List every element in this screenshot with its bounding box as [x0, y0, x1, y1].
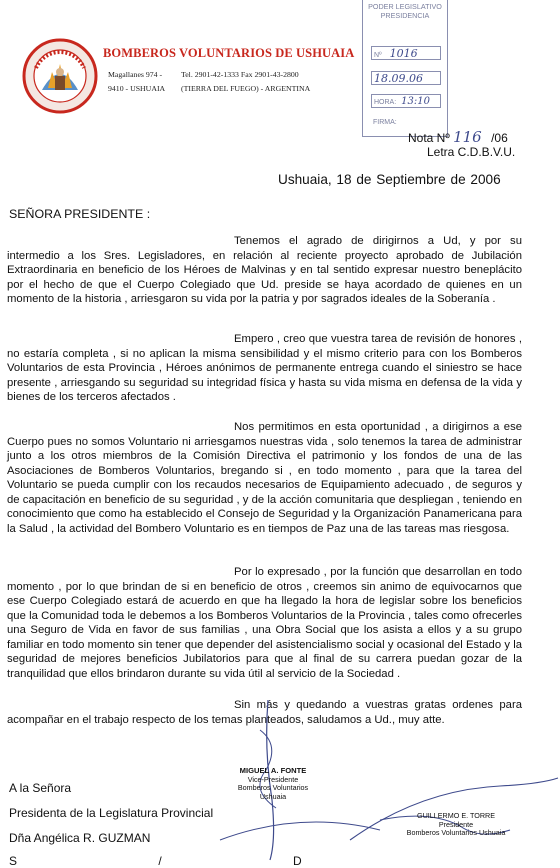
addressee-line-1: A la Señora — [9, 781, 72, 795]
province-country: (TIERRA DEL FUEGO) - ARGENTINA — [181, 84, 311, 93]
note-number-value: 116 — [453, 128, 482, 146]
body-paragraph-2: Empero , creo que vuestra tarea de revisión de honores , no estaría completa , si no aplican la misma sensibilidad y el mismo criterio para con los Bomberos Voluntarios de esta Provincia , Héroes anónimos de permanente entrega cuando el siniestro se hace presente , arriesgando su seguridad su integridad física y hasta su vida misma en defensa de la vida y bienes de los terceros afectados . — [7, 333, 522, 403]
stamp-hora-label: HORA: — [374, 99, 397, 106]
stamp-date-value: 18.09.06 — [374, 72, 423, 85]
signature-president — [401, 812, 511, 838]
body-paragraph-3: Nos permitimos en esta oportunidad , a dirigirnos a ese Cuerpo pues no somos Voluntario ni arriesgamos nuestras vida , solo tenemos la tarea de administrar junto a los otros miembros de la Comisión Directiva el patrimonio y los fondos de una de las Asociaciones de Bomberos Voluntarios, bregando si , en todo momento , para que la tarea del Voluntario se pueda cumplir con los recaudos necesarios de Equipamiento adecuado , de seguros y de capacitación en beneficio de su seguridad , y de la acción comunitaria que despliegan , teniendo en conocimiento que como ha establecido el Consejo de Seguridad y la Organización Panamericana para la Salud , la actividad del Bombero Voluntario es en tiempos de Paz una de las tareas mas riesgosa. — [7, 421, 522, 535]
note-year: /06 — [491, 131, 508, 145]
note-number — [408, 128, 508, 146]
place-date: Ushuaia, 18 de Septiembre de 2006 — [278, 172, 501, 187]
salutation: SEÑORA PRESIDENTE : — [9, 207, 151, 221]
stamp-hora-value: 13:10 — [401, 96, 430, 107]
addressee-line-2: Presidenta de la Legislatura Provincial — [9, 806, 214, 820]
addressee-line-3: Dña Angélica R. GUZMAN — [9, 831, 151, 845]
stamp-line-1: PODER LEGISLATIVO — [368, 2, 442, 11]
address-street: Magallanes 974 - — [108, 70, 163, 79]
organization-name: BOMBEROS VOLUNTARIOS DE USHUAIA — [103, 46, 355, 60]
addressee-slash: / — [158, 854, 162, 868]
signatory-name: MIGUEL A. FONTE — [239, 766, 307, 775]
stamp-firma-label: FIRMA: — [373, 119, 397, 126]
stamp-hora-box — [371, 94, 441, 108]
body-paragraph-5: Sin más y quedando a vuestras gratas ordenes para acompañar en el trabajo respecto de los temas planteados, saludamos a Ud., muy atte. — [7, 699, 522, 726]
signatory-org: Bomberos Voluntarios Ushuaia — [406, 828, 506, 837]
signature-vice-president — [232, 767, 314, 801]
body-paragraph-1: Tenemos el agrado de dirigirnos a Ud, y por su intermedio a los Sres. Legisladores, en relación al reciente proyecto aprobado de Jubilación Extraordinaria en beneficio de los Héroes de Malvinas y en tal sentido expresar nuestro beneplácito por el hecho de que el Cuerpo Colegiado que Ud. preside se haya acordado de quienes en un momento de la historia , arriesgaron su vida por la patria y por sagrados ideales de la Soberanía . — [7, 235, 522, 305]
stamp-number-box — [371, 46, 441, 60]
letter-code: Letra C.D.B.V.U. — [427, 145, 516, 159]
stamp-number-value: 1016 — [389, 47, 418, 60]
addressee-d: D — [293, 854, 302, 868]
stamp-number-label: Nº — [374, 52, 382, 59]
phone-fax: Tel. 2901-42-1333 Fax 2901-43-2800 — [181, 70, 299, 79]
signatory-name: GUILLERMO E. TORRE — [416, 811, 496, 820]
signatory-role: Vice-Presidente — [247, 774, 299, 784]
stamp-header — [365, 2, 445, 20]
stamp-date-box — [371, 71, 441, 85]
stamp-line-2: PRESIDENCIA — [380, 11, 430, 20]
postal-city: 9410 - USHUAIA — [108, 84, 166, 93]
note-label: Nota Nº — [408, 131, 450, 145]
signatory-org: Bomberos Voluntarios Ushuaia — [237, 783, 309, 801]
fire-brigade-logo — [22, 38, 98, 114]
reception-stamp — [362, 0, 448, 137]
signatory-role: Presidente — [438, 819, 474, 829]
addressee-s: S — [9, 854, 18, 868]
body-paragraph-4: Por lo expresado , por la función que desarrollan en todo momento , por lo que brindan de si en beneficio de otros , creemos sin animo de equivocarnos que ese Cuerpo Colegiado estará de acuerdo en que ha llegado la hora de legislar sobre los beneficios que la Comunidad toda le debemos a los Bomberos Voluntarios de la Provincia , tales como ofrecerles una Seguro de Vida en favor de sus familias , una Obra Social que los asista a ellos y a su grupo familiar en todo momento sin tener que depender del asistencialismo social y ocasional del Estado y la seguridad de mejores beneficios Jubilatorios para que al final de su carrera puedan gozar de la tranquilidad que ellos brindaron durante su vida útil al servicio de la Sociedad . — [7, 566, 522, 680]
